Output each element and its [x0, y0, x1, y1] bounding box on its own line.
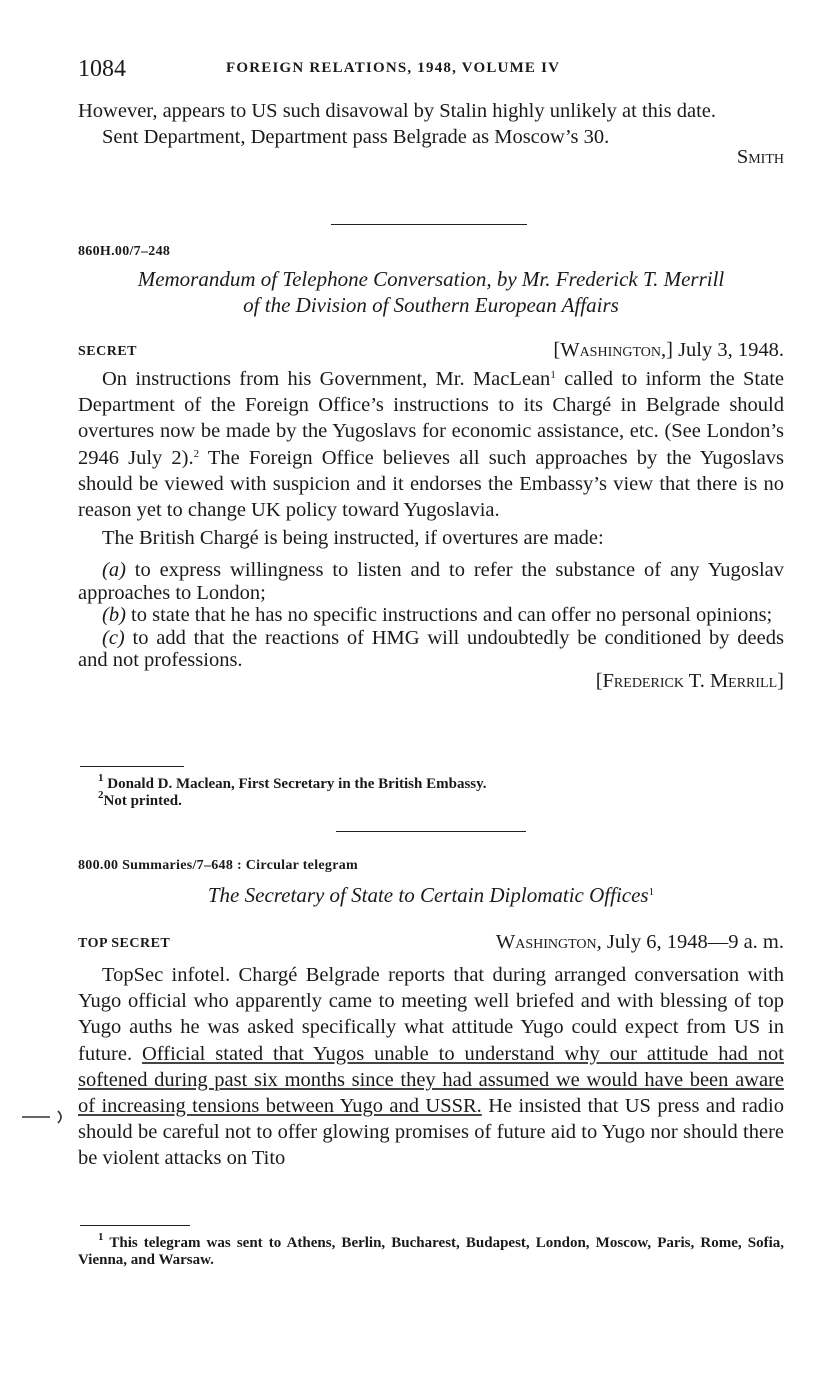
list-label: (c) — [102, 626, 125, 649]
footnote-rule — [80, 766, 184, 767]
telegram-text-b: He insisted that US press and radio should be careful not to offer glowing promises of future aid to Yugo nor should there be violent attacks on Tito — [78, 1095, 784, 1170]
list-item — [78, 559, 784, 604]
section-divider — [331, 224, 527, 225]
dateline-right — [496, 931, 784, 954]
footnote — [78, 1231, 784, 1269]
dateline-right: [Washington,] July 3, 1948. — [553, 339, 784, 361]
footnote-text: Not printed. — [103, 793, 182, 809]
list-text: to add that the reactions of HMG will undoubtedly be conditioned by deeds and not professions. — [78, 626, 784, 672]
continuation-section — [78, 98, 784, 171]
classification: TOP SECRET — [78, 936, 171, 951]
telegram-section — [78, 858, 784, 1172]
telegram-text-a: TopSec infotel. Chargé Belgrade reports that during arranged conversation with Yugo official who apparently came to meeting well briefed and with blessing of top Yugo auths he was asked specifically what attitude Yugo could expect from US in future. — [78, 964, 784, 1065]
dateline — [78, 928, 784, 954]
telegram-title-text: The Secretary of State to Certain Diplomatic Offices — [207, 883, 649, 907]
memo-text-a: On instructions from his Government, Mr. MacLean — [102, 368, 551, 390]
memo-text-b: called to inform the State Department of the Foreign Office’s instructions to its Chargé in Belgrade should overtures now be made by the Yugoslavs for economic assistance, etc. (See London’s 2946 July 2). — [78, 368, 785, 469]
footnote-text: Donald D. Maclean, First Secretary in the British Embassy. — [107, 776, 487, 792]
document-title-line2: of the Division of Southern European Affairs — [243, 293, 619, 317]
classification: SECRET — [78, 344, 138, 359]
list-item — [78, 627, 784, 672]
continuation-paragraph: However, appears to US such disavowal by Stalin highly unlikely at this date. — [78, 100, 716, 122]
handwritten-margin-mark-icon — [20, 1105, 68, 1129]
telegram-title — [78, 882, 784, 908]
signature-merrill: [Frederick T. Merrill] — [595, 669, 784, 692]
underlined-passage: Official stated that Yugos unable to understand why our attitude had not softened during past six months since they had assumed we would have been aware of increasing tensions between Yugo and USSR. — [78, 1042, 784, 1118]
file-number: 800.00 Summaries/7–648 : Circular telegram — [78, 858, 358, 873]
file-number: 860H.00/7–248 — [78, 244, 171, 259]
list-text: to express willingness to listen and to refer the substance of any Yugoslav approaches to London; — [78, 559, 784, 604]
memo-footnotes — [78, 772, 784, 810]
document-title-line1: Memorandum of Telephone Conversation, by Mr. Frederick T. Merrill — [137, 267, 725, 291]
list-label: (a) — [102, 559, 126, 582]
dateline — [78, 336, 784, 362]
footnote-number: 2 — [98, 789, 104, 801]
footnote-rule — [80, 1225, 190, 1226]
date: July 3, 1948. — [678, 339, 784, 361]
list-text: to state that he has no specific instructions and can offer no personal opinions; — [125, 604, 773, 627]
page-header — [78, 56, 784, 90]
memorandum-section — [78, 244, 784, 694]
memo-paragraph-2: The British Chargé is being instructed, if overtures are made: — [102, 527, 604, 550]
telegram-footnotes — [78, 1231, 784, 1269]
continuation-sent-line: Sent Department, Department pass Belgrade as Moscow’s 30. — [102, 126, 610, 149]
instruction-list — [78, 559, 784, 672]
footnote-ref: 2 — [193, 447, 200, 460]
footnote — [78, 789, 784, 810]
place: Washington, — [560, 339, 667, 361]
memo-text-c: The Foreign Office believes all such approaches by the Yugoslavs should be viewed with suspicion and it endorses the Embassy’s view that there is no reason yet to change UK policy toward Yugoslavia. — [78, 446, 784, 522]
list-label: (b) — [102, 604, 126, 627]
signature-name: Frederick T. Merrill — [602, 669, 778, 692]
footnote-ref: 1 — [648, 886, 655, 898]
telegram-paragraph — [78, 962, 784, 1172]
footnote-number: 1 — [98, 772, 104, 784]
place: Washington, — [495, 931, 602, 953]
footnote-text: This telegram was sent to Athens, Berlin, Bucharest, Budapest, London, Moscow, Paris, Rome, Sofia, Vienna, and Warsaw. — [78, 1235, 784, 1268]
date: July 6, 1948—9 a. m. — [606, 931, 784, 953]
document-title — [78, 266, 784, 318]
list-item — [78, 604, 784, 627]
running-head: FOREIGN RELATIONS, 1948, VOLUME IV — [226, 60, 561, 76]
signature-smith: Smith — [736, 146, 784, 169]
memo-paragraph-1 — [78, 366, 784, 523]
footnote-number: 1 — [98, 1231, 104, 1243]
section-divider — [336, 831, 526, 832]
footnote-ref: 1 — [550, 369, 556, 381]
page-number: 1084 — [78, 56, 126, 82]
footnote — [78, 772, 784, 793]
